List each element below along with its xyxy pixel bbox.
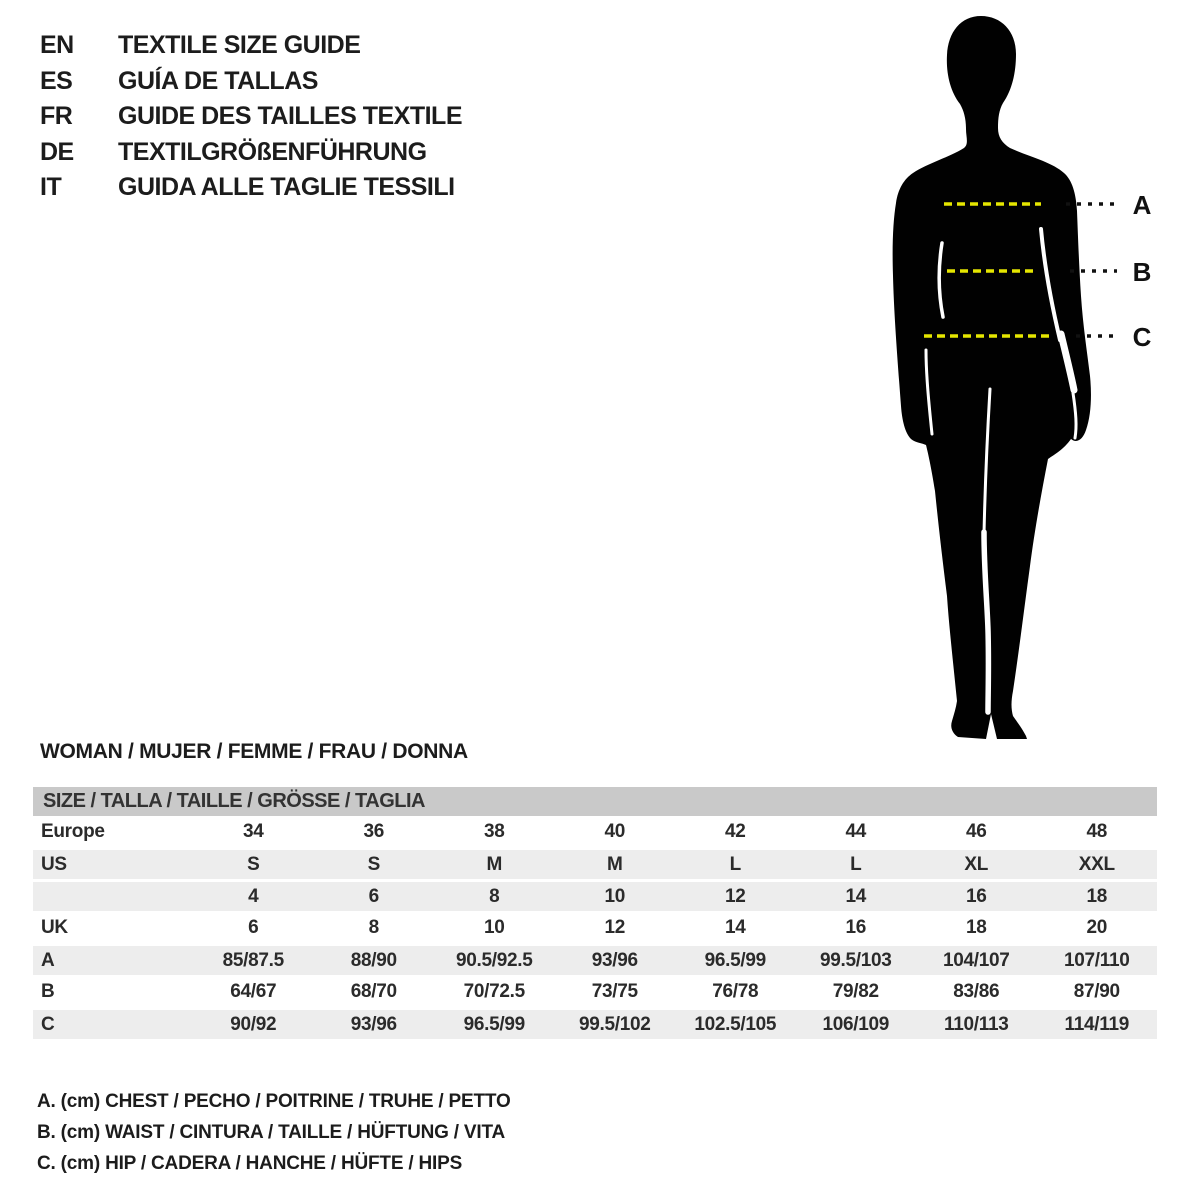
size-value-cell: 64/67 [230, 981, 277, 1002]
section-title-woman: WOMAN / MUJER / FEMME / FRAU / DONNA [40, 740, 468, 763]
size-value-cell: 34 [242, 821, 264, 842]
size-value-cell: L [850, 853, 862, 875]
size-value-cell: 12 [604, 917, 626, 938]
size-value-cell: 76/78 [712, 981, 759, 1002]
lang-code: IT [40, 173, 62, 201]
lang-code: DE [40, 137, 74, 166]
size-value-cell: 40 [604, 821, 626, 842]
size-value-cell: 88/90 [350, 949, 397, 971]
size-value-cell: XL [964, 853, 989, 875]
size-value-cell: 42 [724, 821, 746, 842]
lang-row-de [40, 135, 462, 171]
lang-row-es [40, 64, 462, 100]
size-value-cell: 4 [248, 885, 259, 907]
size-value-cell: 93/96 [350, 1013, 397, 1035]
size-value-cell: 14 [845, 885, 867, 907]
size-value-cell: 114/119 [1064, 1013, 1129, 1035]
size-table-row-europe [33, 816, 1157, 848]
size-value-cell: 10 [604, 885, 626, 907]
size-value-cell: S [367, 853, 380, 875]
size-table-body [33, 816, 1157, 1040]
size-value-cell: 36 [363, 821, 385, 842]
size-value-cell: 10 [483, 917, 505, 938]
size-value-cell: 73/75 [591, 981, 638, 1002]
size-value-cell: 8 [368, 917, 379, 938]
size-value-cell: M [486, 853, 503, 875]
lang-row-it [40, 170, 462, 206]
size-value-cell: 48 [1086, 821, 1108, 842]
size-value-cell: 6 [368, 885, 379, 907]
measurement-legend [37, 1086, 511, 1179]
row-label: C [41, 1013, 55, 1035]
size-value-cell: 18 [965, 917, 987, 938]
legend-hip: C. (cm) HIP / CADERA / HANCHE / HÜFTE / HIPS [37, 1153, 463, 1174]
lang-title: TEXTILE SIZE GUIDE [118, 31, 361, 59]
row-label: A [41, 949, 55, 971]
lang-row-fr [40, 99, 462, 135]
size-value-cell: 93/96 [591, 949, 638, 971]
size-value-cell: 102.5/105 [694, 1013, 777, 1035]
lang-code: EN [40, 31, 74, 59]
size-value-cell: M [606, 853, 623, 875]
size-value-cell: 87/90 [1073, 981, 1120, 1002]
lang-code: ES [40, 66, 73, 95]
size-value-cell: 99.5/102 [578, 1013, 651, 1035]
size-value-cell: 104/107 [942, 949, 1010, 971]
woman-silhouette-figure [880, 10, 1130, 750]
size-value-cell: 8 [489, 885, 500, 907]
size-value-cell: XXL [1078, 853, 1115, 875]
size-table-row-us [33, 848, 1157, 880]
size-value-cell: S [247, 853, 260, 875]
woman-silhouette [893, 16, 1091, 739]
size-value-cell: 44 [845, 821, 867, 842]
size-table-row-uk [33, 912, 1157, 944]
lang-title: TEXTILGRÖßENFÜHRUNG [118, 137, 427, 166]
size-value-cell: 20 [1086, 917, 1108, 938]
size-value-cell: 99.5/103 [819, 949, 892, 971]
size-value-cell: 46 [965, 821, 987, 842]
size-value-cell: 16 [845, 917, 867, 938]
marker-label-a: A [1132, 190, 1152, 220]
size-value-cell: 83/86 [953, 981, 1000, 1002]
size-table-row [33, 880, 1157, 912]
size-value-cell: 90.5/92.5 [455, 949, 533, 971]
size-value-cell: 38 [483, 821, 505, 842]
size-value-cell: 107/110 [1063, 949, 1130, 971]
legend-waist: B. (cm) WAIST / CINTURA / TAILLE / HÜFTUNG / VITA [37, 1122, 505, 1143]
lang-title: GUIDE DES TAILLES TEXTILE [118, 102, 463, 130]
size-value-cell: 70/72.5 [463, 981, 525, 1002]
size-table-row-c [33, 1008, 1157, 1040]
size-value-cell: 106/109 [822, 1013, 890, 1035]
row-label: UK [41, 917, 68, 938]
size-value-cell: 68/70 [350, 981, 397, 1002]
silhouette-svg [880, 10, 1130, 750]
size-value-cell: 85/87.5 [222, 949, 284, 971]
size-value-cell: 110/113 [944, 1013, 1009, 1035]
size-value-cell: 12 [724, 885, 746, 907]
marker-label-c: C [1132, 322, 1152, 352]
size-value-cell: 6 [248, 917, 259, 938]
lang-code: FR [40, 102, 73, 130]
lang-title: GUÍA DE TALLAS [118, 66, 318, 95]
size-table [33, 787, 1157, 1040]
size-value-cell: 14 [724, 917, 746, 938]
lang-title: GUIDA ALLE TAGLIE TESSILI [118, 173, 455, 201]
row-label: B [41, 981, 55, 1002]
size-value-cell: 79/82 [832, 981, 879, 1002]
size-table-row-a [33, 944, 1157, 976]
row-label: US [41, 853, 67, 875]
language-title-block [40, 28, 462, 206]
marker-label-b: B [1132, 257, 1152, 287]
size-table-row-b [33, 976, 1157, 1008]
size-value-cell: 90/92 [230, 1013, 277, 1035]
size-value-cell: 96.5/99 [463, 1013, 525, 1035]
lang-row-en [40, 28, 462, 64]
size-table-header: SIZE / TALLA / TAILLE / GRÖSSE / TAGLIA [33, 787, 1157, 816]
size-value-cell: 16 [965, 885, 987, 907]
size-value-cell: L [729, 853, 741, 875]
row-label: Europe [41, 821, 105, 842]
legend-chest: A. (cm) CHEST / PECHO / POITRINE / TRUHE / PETTO [37, 1091, 511, 1112]
size-value-cell: 96.5/99 [704, 949, 766, 971]
size-value-cell: 18 [1086, 885, 1108, 907]
